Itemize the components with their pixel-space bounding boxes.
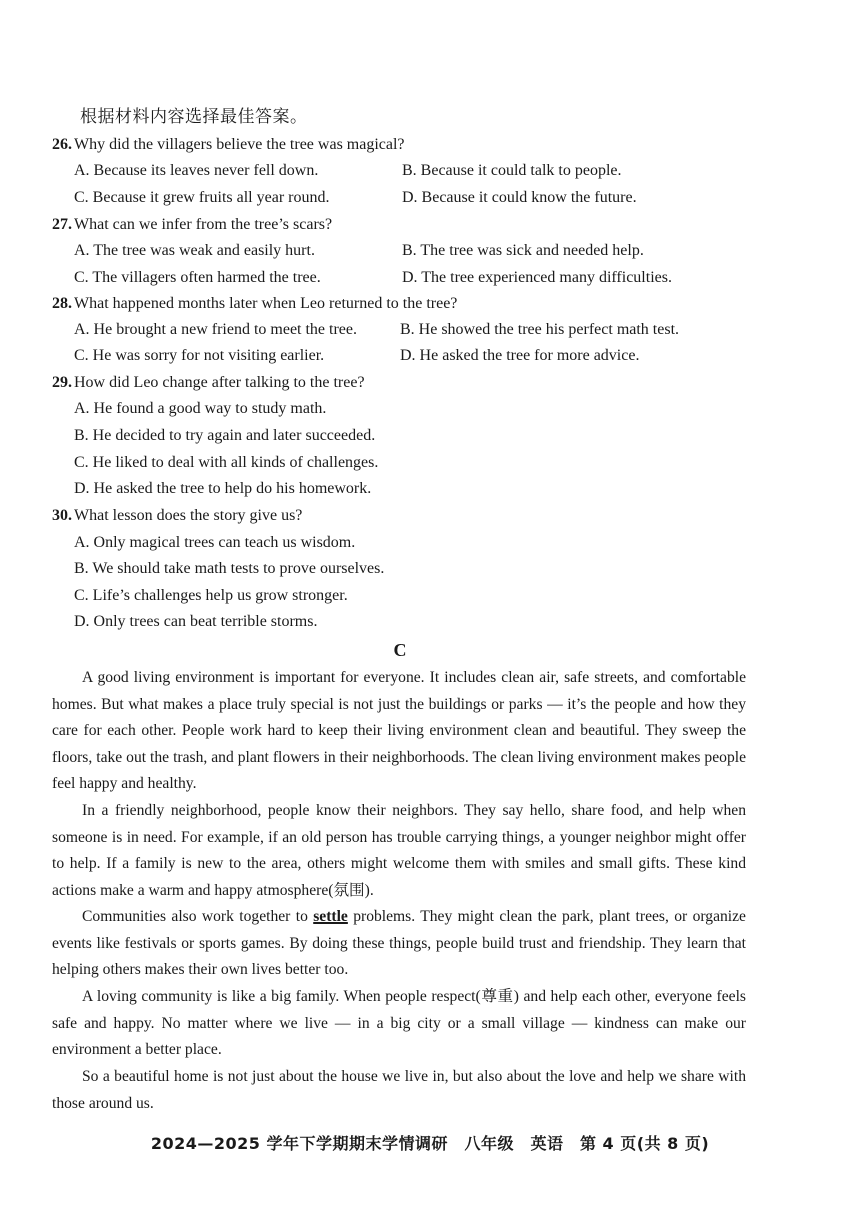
option-c: C. The villagers often harmed the tree. <box>74 269 321 286</box>
paragraph-text: A good living environment is important for everyone. It includes clean air, safe streets, and comfortable homes. But what makes a place truly special is not just the buildings or parks — it’s the people and how they care for each other. People work hard to keep their living environment clean and beautiful. They sweep the floors, take out the trash, and plant flowers in their neighborhoods. The clean living environment makes people feel happy and healthy. <box>52 669 746 793</box>
option-a: A. Only magical trees can teach us wisdom. <box>74 534 356 551</box>
passage-paragraph-5 <box>52 1064 746 1117</box>
option-b: B. Because it could talk to people. <box>402 162 622 179</box>
question-text: What happened months later when Leo returned to the tree? <box>74 295 458 312</box>
question-text: What can we infer from the tree’s scars? <box>74 216 333 233</box>
instruction: 根据材料内容选择最佳答案。 <box>80 107 308 127</box>
option-d: D. Only trees can beat terrible storms. <box>74 613 318 630</box>
question-29 <box>52 374 365 392</box>
option-c: C. He liked to deal with all kinds of challenges. <box>74 454 379 471</box>
underlined-keyword: settle <box>313 908 348 925</box>
paragraph-text: In a friendly neighborhood, people know their neighbors. They say hello, share food, and help when someone is in need. For example, if an old person has trouble carrying things, a younger neighbor might offer to help. If a family is new to the area, others might welcome them with smiles and small gifts. These kind actions make a warm and happy atmosphere(氛围). <box>52 802 746 899</box>
question-number: 27. <box>52 216 72 233</box>
option-c: C. Life’s challenges help us grow stronger. <box>74 587 348 604</box>
question-text: Why did the villagers believe the tree was magical? <box>74 136 405 153</box>
page-footer: 2024—2025 学年下学期期末学情调研 八年级 英语 第 4 页(共 8 页) <box>150 1134 710 1153</box>
paragraph-text-before: Communities also work together to <box>82 908 314 925</box>
passage-paragraph-2 <box>52 798 746 904</box>
section-heading: C <box>393 640 407 660</box>
paragraph-text: A loving community is like a big family. When people respect(尊重) and help each other, everyone feels safe and happy. No matter where we live — in a big city or a small village — kindness can make our environment a better place. <box>52 988 746 1059</box>
question-number: 29. <box>52 374 72 391</box>
option-b: B. He decided to try again and later succeeded. <box>74 427 376 444</box>
option-a: A. Because its leaves never fell down. <box>74 162 319 179</box>
option-b: B. The tree was sick and needed help. <box>402 242 644 259</box>
option-d: D. He asked the tree for more advice. <box>400 347 640 364</box>
question-text: What lesson does the story give us? <box>74 507 303 524</box>
option-b: B. He showed the tree his perfect math test. <box>400 321 680 338</box>
option-a: A. The tree was weak and easily hurt. <box>74 242 315 259</box>
passage-paragraph-4 <box>52 984 746 1064</box>
paragraph-text-after: problems. They might clean the park, plant trees, or organize events like festivals or sports games. By doing these things, people build trust and friendship. They learn that helping others makes their own lives better too. <box>52 908 746 979</box>
option-c: C. He was sorry for not visiting earlier. <box>74 347 325 364</box>
question-number: 30. <box>52 507 72 524</box>
option-d: D. The tree experienced many difficulties. <box>402 269 672 286</box>
paragraph-text: So a beautiful home is not just about the house we live in, but also about the love and help we share with those around us. <box>52 1068 746 1112</box>
question-28 <box>52 295 457 313</box>
question-number: 28. <box>52 295 72 312</box>
option-d: D. Because it could know the future. <box>402 189 637 206</box>
question-27 <box>52 216 332 234</box>
question-30 <box>52 507 302 525</box>
question-number: 26. <box>52 136 72 153</box>
passage-paragraph-1 <box>52 665 746 798</box>
option-a: A. He brought a new friend to meet the tree. <box>74 321 358 338</box>
option-b: B. We should take math tests to prove ourselves. <box>74 560 385 577</box>
option-d: D. He asked the tree to help do his homework. <box>74 480 372 497</box>
option-c: C. Because it grew fruits all year round. <box>74 189 330 206</box>
passage-paragraph-3 <box>52 904 746 984</box>
option-a: A. He found a good way to study math. <box>74 400 327 417</box>
question-text: How did Leo change after talking to the tree? <box>74 374 365 391</box>
question-26 <box>52 136 405 154</box>
